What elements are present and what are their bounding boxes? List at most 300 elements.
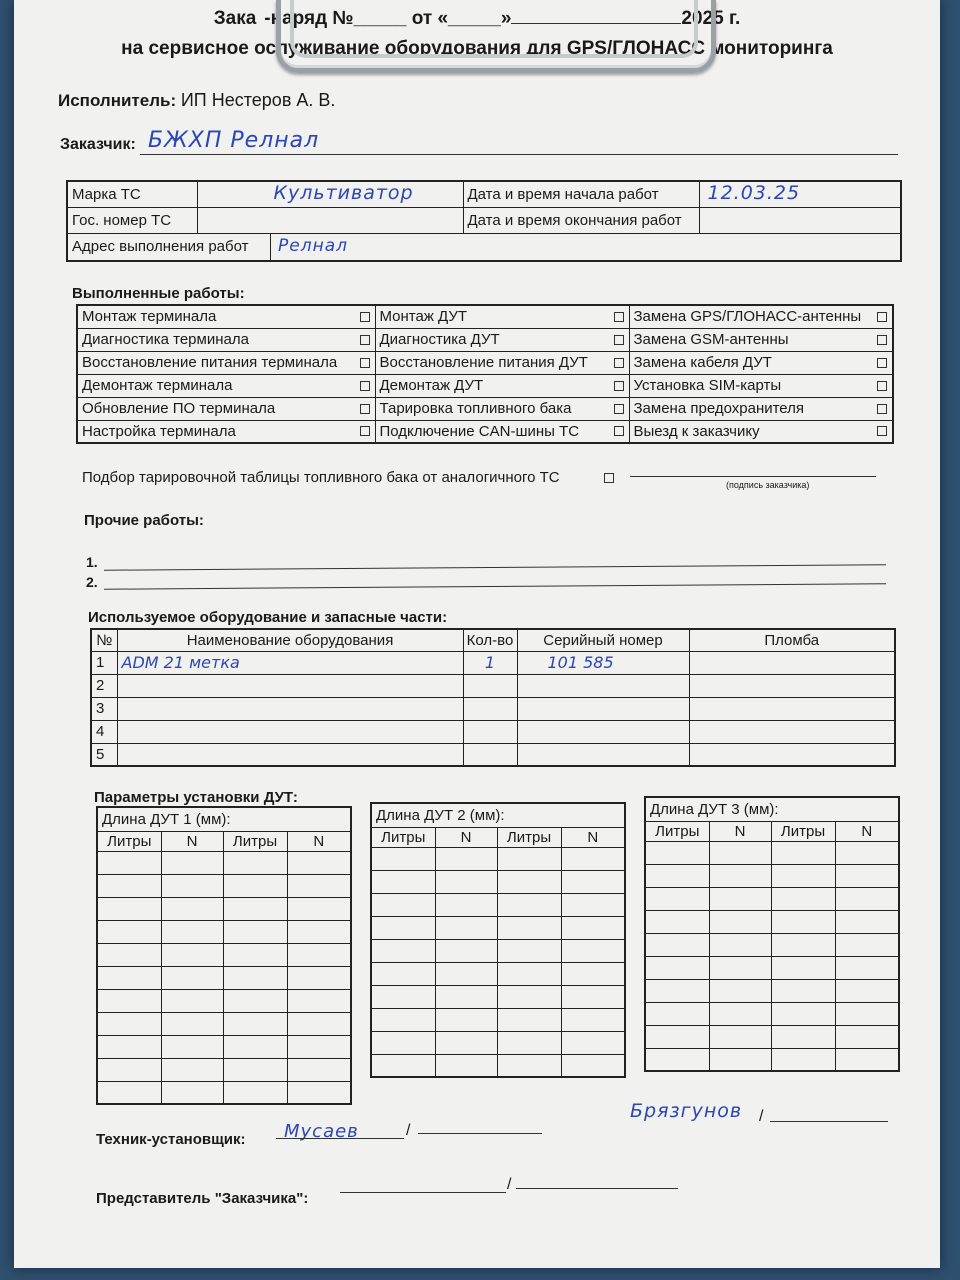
equipment-row [91, 651, 895, 674]
equipment-cell-serial [517, 651, 689, 674]
dut-row [97, 966, 351, 989]
dut-cell [287, 966, 351, 989]
works-row [77, 420, 893, 443]
dut-cell [645, 887, 709, 910]
works-row [77, 374, 893, 397]
dut-column-header: N [161, 831, 223, 851]
dut-cell [371, 962, 435, 985]
dut-cell [223, 989, 287, 1012]
works-row [77, 328, 893, 351]
work-item [375, 374, 629, 397]
tech-line-1 [276, 1138, 404, 1139]
work-order-sheet [14, 0, 940, 1268]
dut-cell [497, 939, 561, 962]
dut-row [97, 874, 351, 897]
dut-cell [97, 1081, 161, 1104]
equipment-cell-qty [463, 697, 517, 720]
dut-cell [561, 870, 625, 893]
dut-cell [645, 1025, 709, 1048]
equipment-value-n: 2 [96, 677, 105, 694]
dut-cell [371, 1054, 435, 1077]
dut-table-3 [644, 796, 900, 1072]
work-item [629, 328, 893, 351]
dut-cell [835, 979, 899, 1002]
work-item [375, 351, 629, 374]
dut-cell [771, 1025, 835, 1048]
tech-slash: / [406, 1122, 411, 1139]
dut-cell [709, 956, 771, 979]
dut-length-label: Длина ДУТ 2 (мм): [371, 803, 625, 827]
works-row [77, 351, 893, 374]
dut-cell [287, 1012, 351, 1035]
address-label: Адрес выполнения работ [72, 238, 249, 256]
dut-cell [771, 1002, 835, 1025]
dut-cell [835, 933, 899, 956]
address-cell [67, 233, 901, 261]
dut-column-header: Литры [771, 821, 835, 841]
dut-cell [771, 979, 835, 1002]
work-checkbox[interactable] [360, 404, 370, 414]
other-number-2: 2. [86, 574, 98, 590]
dut-cell [645, 841, 709, 864]
dut-cell [371, 1031, 435, 1054]
equipment-cell-name [117, 651, 463, 674]
dut-cell [287, 897, 351, 920]
dut-cell [709, 1048, 771, 1071]
equipment-header-row [91, 629, 895, 651]
dut-cell [497, 985, 561, 1008]
dut-cell [835, 864, 899, 887]
dut-cell [223, 1035, 287, 1058]
dut-cell [97, 989, 161, 1012]
work-checkbox[interactable] [614, 312, 624, 322]
dut-cell [835, 1002, 899, 1025]
dut-column-header: Литры [497, 827, 561, 847]
equipment-cell-seal [689, 651, 895, 674]
work-item-label: Демонтаж ДУТ [379, 377, 484, 394]
work-item-label: Замена предохранителя [633, 400, 805, 417]
dut-cell [97, 897, 161, 920]
eq-header-serial: Серийный номер [517, 629, 689, 651]
equipment-cell-qty [463, 743, 517, 766]
dut-cell [161, 1081, 223, 1104]
work-checkbox[interactable] [360, 426, 370, 436]
calibration-sign-line [630, 476, 876, 477]
equipment-cell-seal [689, 674, 895, 697]
dut-row [645, 887, 899, 910]
dut-row [645, 1025, 899, 1048]
dut-cell [561, 962, 625, 985]
dut-row [645, 933, 899, 956]
dut-cell [435, 916, 497, 939]
equipment-cell-name [117, 674, 463, 697]
work-item-label: Замена GPS/ГЛОНАСС-антенны [633, 308, 862, 326]
brand-label: Марка ТС [67, 181, 197, 207]
tech-signature-2: Брязгунов [630, 1100, 743, 1122]
rep-slash: / [507, 1176, 512, 1193]
dut-cell [835, 1048, 899, 1071]
work-item-label: Выезд к заказчику [633, 422, 760, 440]
dut-cell [161, 897, 223, 920]
dut-cell [371, 985, 435, 1008]
works-table [76, 304, 894, 444]
dut-cell [561, 1054, 625, 1077]
dut-column-header: N [287, 831, 351, 851]
dut-cell [835, 1025, 899, 1048]
dut-row [371, 1054, 625, 1077]
dut-cell [97, 1012, 161, 1035]
dut-cell [771, 1048, 835, 1071]
dut-cell [161, 989, 223, 1012]
dut-row [645, 956, 899, 979]
dut-row [97, 1012, 351, 1035]
dut-cell [371, 916, 435, 939]
rep-line-2 [516, 1188, 678, 1189]
work-checkbox[interactable] [877, 312, 887, 322]
dut-cell [497, 1008, 561, 1031]
equipment-cell-n [91, 720, 117, 743]
dut-row [371, 870, 625, 893]
work-item-label: Тарировка топливного бака [379, 400, 572, 417]
equipment-value-n: 4 [96, 723, 105, 740]
tech-line-3 [770, 1121, 888, 1122]
dut-cell [161, 874, 223, 897]
work-checkbox[interactable] [877, 426, 887, 436]
dut-row [97, 1035, 351, 1058]
dut-cell [223, 1081, 287, 1104]
dut-cell [645, 979, 709, 1002]
dut-cell [97, 851, 161, 874]
equipment-value-n: 3 [96, 700, 105, 717]
dut-cell [287, 920, 351, 943]
dut-column-header: Литры [645, 821, 709, 841]
dut-row [645, 841, 899, 864]
dut-cell [497, 847, 561, 870]
executor-label: Исполнитель: [58, 91, 177, 110]
dut-cell [223, 1012, 287, 1035]
dut-cell [161, 1012, 223, 1035]
equipment-cell-serial [517, 720, 689, 743]
equipment-value-serial: 101 585 [547, 653, 614, 672]
dut-length-label: Длина ДУТ 3 (мм): [645, 797, 899, 821]
dut-row [97, 943, 351, 966]
dut-cell [709, 1002, 771, 1025]
dut-row [371, 1031, 625, 1054]
dut-cell [645, 956, 709, 979]
dut-cell [223, 1058, 287, 1081]
dut-cell [561, 847, 625, 870]
equipment-cell-n [91, 651, 117, 674]
dut-cell [497, 916, 561, 939]
work-item [375, 328, 629, 351]
dut-cell [645, 933, 709, 956]
dut-cell [97, 1035, 161, 1058]
equipment-value-n: 5 [96, 745, 105, 763]
dut-cell [497, 1031, 561, 1054]
customer-underline [140, 154, 898, 155]
work-item [77, 397, 375, 420]
dut-cell [223, 966, 287, 989]
brand-cell [197, 181, 463, 207]
work-checkbox[interactable] [877, 335, 887, 345]
work-item-label: Восстановление питания ДУТ [379, 354, 588, 371]
work-checkbox[interactable] [614, 335, 624, 345]
equipment-cell-serial [517, 697, 689, 720]
other-number-1: 1. [86, 554, 98, 570]
dut-cell [223, 897, 287, 920]
work-item-label: Замена GSM-антенны [633, 331, 789, 348]
equipment-row [91, 743, 895, 766]
dut-cell [561, 893, 625, 916]
dut-row [645, 864, 899, 887]
dut-table-1 [96, 806, 352, 1105]
header-year: 2025 г. [681, 8, 741, 29]
dut-cell [709, 933, 771, 956]
header-service-left: на сервисное о [121, 38, 266, 59]
equipment-cell-n [91, 697, 117, 720]
dut-cell [161, 920, 223, 943]
dut-cell [645, 864, 709, 887]
work-item-label: Демонтаж терминала [82, 377, 233, 394]
dut-cell [835, 887, 899, 910]
dut-cell [709, 887, 771, 910]
equipment-cell-name [117, 720, 463, 743]
dut-row [645, 1048, 899, 1071]
equipment-row [91, 697, 895, 720]
eq-header-qty: Кол-во [463, 629, 517, 651]
dut-cell [287, 874, 351, 897]
work-checkbox[interactable] [877, 381, 887, 391]
calibration-checkbox[interactable] [604, 473, 614, 483]
dut-cell [771, 841, 835, 864]
dut-cell [771, 910, 835, 933]
plate-label: Гос. номер ТС [67, 207, 197, 233]
start-value: 12.03.25 [707, 182, 801, 204]
dut-cell [435, 1031, 497, 1054]
dut-title: Параметры установки ДУТ: [94, 789, 298, 806]
dut-cell [709, 910, 771, 933]
header-number-date: -наряд №_____ от «_____» [264, 8, 512, 29]
tech-name: Мусаев [284, 1121, 359, 1142]
eq-header-seal: Пломба [689, 629, 895, 651]
header-word-order: Зака [213, 8, 257, 29]
dut-cell [709, 1025, 771, 1048]
dut-cell [223, 920, 287, 943]
dut-cell [561, 985, 625, 1008]
dut-cell [497, 893, 561, 916]
dut-cell [223, 874, 287, 897]
work-item [77, 351, 375, 374]
dut-cell [435, 847, 497, 870]
tech-label: Техник-установщик: [96, 1131, 246, 1148]
equipment-cell-qty [463, 720, 517, 743]
work-checkbox[interactable] [614, 404, 624, 414]
work-item [375, 397, 629, 420]
dut-cell [435, 939, 497, 962]
eq-header-num: № [91, 629, 117, 651]
dut-cell [435, 870, 497, 893]
works-row [77, 305, 893, 328]
work-item-label: Восстановление питания терминала [82, 354, 338, 371]
dut-cell [709, 979, 771, 1002]
equipment-value-name: ADM 21 метка [121, 653, 240, 672]
equipment-table [90, 628, 896, 767]
dut-cell [287, 1035, 351, 1058]
equipment-value-n: 1 [96, 654, 105, 671]
work-item-label: Установка SIM-карты [633, 377, 782, 394]
clipboard-clip-inner [290, 0, 698, 58]
dut-cell [835, 910, 899, 933]
dut-cell [645, 1048, 709, 1071]
dut-column-header: Литры [97, 831, 161, 851]
work-item-label: Диагностика терминала [82, 331, 249, 348]
dut-cell [709, 864, 771, 887]
start-cell [699, 181, 901, 207]
dut-cell [97, 966, 161, 989]
eq-header-name: Наименование оборудования [117, 629, 463, 651]
dut-cell [161, 966, 223, 989]
works-row [77, 397, 893, 420]
start-label: Дата и время начала работ [463, 181, 699, 207]
work-checkbox[interactable] [360, 358, 370, 368]
dut-row [97, 920, 351, 943]
work-item [77, 420, 375, 443]
dut-cell [161, 1035, 223, 1058]
dut-cell [435, 893, 497, 916]
dut-row [97, 851, 351, 874]
dut-cell [435, 962, 497, 985]
dut-cell [771, 933, 835, 956]
works-title: Выполненные работы: [72, 285, 245, 302]
end-value [699, 207, 901, 233]
equipment-cell-name [117, 743, 463, 766]
dut-row [645, 979, 899, 1002]
dut-cell [97, 920, 161, 943]
dut-cell [161, 851, 223, 874]
dut-row [97, 1081, 351, 1104]
dut-cell [645, 1002, 709, 1025]
work-item [375, 305, 629, 328]
dut-cell [287, 1058, 351, 1081]
dut-cell [371, 893, 435, 916]
dut-cell [771, 956, 835, 979]
dut-table-2 [370, 802, 626, 1078]
work-item-label: Замена кабеля ДУТ [633, 354, 772, 371]
dut-row [97, 1058, 351, 1081]
equipment-title: Используемое оборудование и запасные части: [88, 609, 448, 626]
dut-cell [561, 1008, 625, 1031]
work-item [629, 420, 893, 443]
dut-cell [287, 851, 351, 874]
dut-row [97, 989, 351, 1012]
dut-row [371, 916, 625, 939]
equipment-cell-serial [517, 743, 689, 766]
dut-column-header: N [561, 827, 625, 847]
work-checkbox[interactable] [614, 358, 624, 368]
dut-cell [371, 1008, 435, 1031]
other-line-2 [104, 583, 886, 589]
dut-cell [771, 864, 835, 887]
work-checkbox[interactable] [360, 381, 370, 391]
equipment-cell-seal [689, 697, 895, 720]
equipment-row [91, 720, 895, 743]
brand-value: Культиватор [273, 182, 414, 204]
dut-cell [835, 841, 899, 864]
work-item [629, 397, 893, 420]
calibration-text: Подбор тарировочной таблицы топливного бака от аналогичного ТС [82, 469, 560, 486]
work-item-label: Подключение CAN-шины ТС [379, 422, 580, 440]
other-line-1 [104, 564, 886, 570]
work-item [77, 305, 375, 328]
dut-cell [97, 874, 161, 897]
work-item-label: Монтаж ДУТ [379, 308, 468, 326]
dut-length-label: Длина ДУТ 1 (мм): [97, 807, 351, 831]
dut-cell [561, 939, 625, 962]
work-checkbox[interactable] [360, 312, 370, 322]
dut-cell [371, 939, 435, 962]
dut-cell [497, 1054, 561, 1077]
work-checkbox[interactable] [360, 335, 370, 345]
dut-cell [97, 1058, 161, 1081]
equipment-cell-name [117, 697, 463, 720]
executor-row [58, 90, 335, 111]
dut-column-header: N [709, 821, 771, 841]
dut-column-header: Литры [371, 827, 435, 847]
dut-row [645, 910, 899, 933]
dut-cell [161, 943, 223, 966]
dut-cell [435, 1008, 497, 1031]
dut-cell [497, 962, 561, 985]
equipment-cell-qty [463, 674, 517, 697]
equipment-cell-n [91, 674, 117, 697]
work-checkbox[interactable] [877, 404, 887, 414]
equipment-value-qty: 1 [484, 653, 496, 672]
other-title: Прочие работы: [84, 512, 204, 529]
header-service-right: служивание оборудования для GPS/ГЛОНАСС мониторинга [265, 38, 833, 59]
dut-cell [287, 943, 351, 966]
work-item [77, 374, 375, 397]
dut-cell [97, 943, 161, 966]
dut-row [645, 1002, 899, 1025]
equipment-cell-qty [463, 651, 517, 674]
tech-line-2 [418, 1133, 542, 1134]
address-value: Релнал [278, 235, 348, 256]
dut-cell [371, 847, 435, 870]
equipment-cell-seal [689, 743, 895, 766]
work-item [629, 374, 893, 397]
dut-cell [435, 985, 497, 1008]
work-item [629, 305, 893, 328]
dut-cell [835, 956, 899, 979]
dut-row [371, 1008, 625, 1031]
dut-cell [497, 870, 561, 893]
customer-value: БЖХП Релнал [148, 128, 320, 153]
rep-label: Представитель "Заказчика": [96, 1190, 309, 1207]
dut-row [97, 897, 351, 920]
equipment-cell-n [91, 743, 117, 766]
dut-cell [223, 851, 287, 874]
plate-value [197, 207, 463, 233]
work-item-label: Диагностика ДУТ [379, 331, 500, 348]
work-item-label: Монтаж терминала [82, 308, 217, 326]
work-checkbox[interactable] [614, 426, 624, 436]
end-label: Дата и время окончания работ [463, 207, 699, 233]
tech-slash-2: / [759, 1108, 764, 1125]
work-checkbox[interactable] [614, 381, 624, 391]
dut-cell [223, 943, 287, 966]
work-checkbox[interactable] [877, 358, 887, 368]
dut-row [371, 847, 625, 870]
